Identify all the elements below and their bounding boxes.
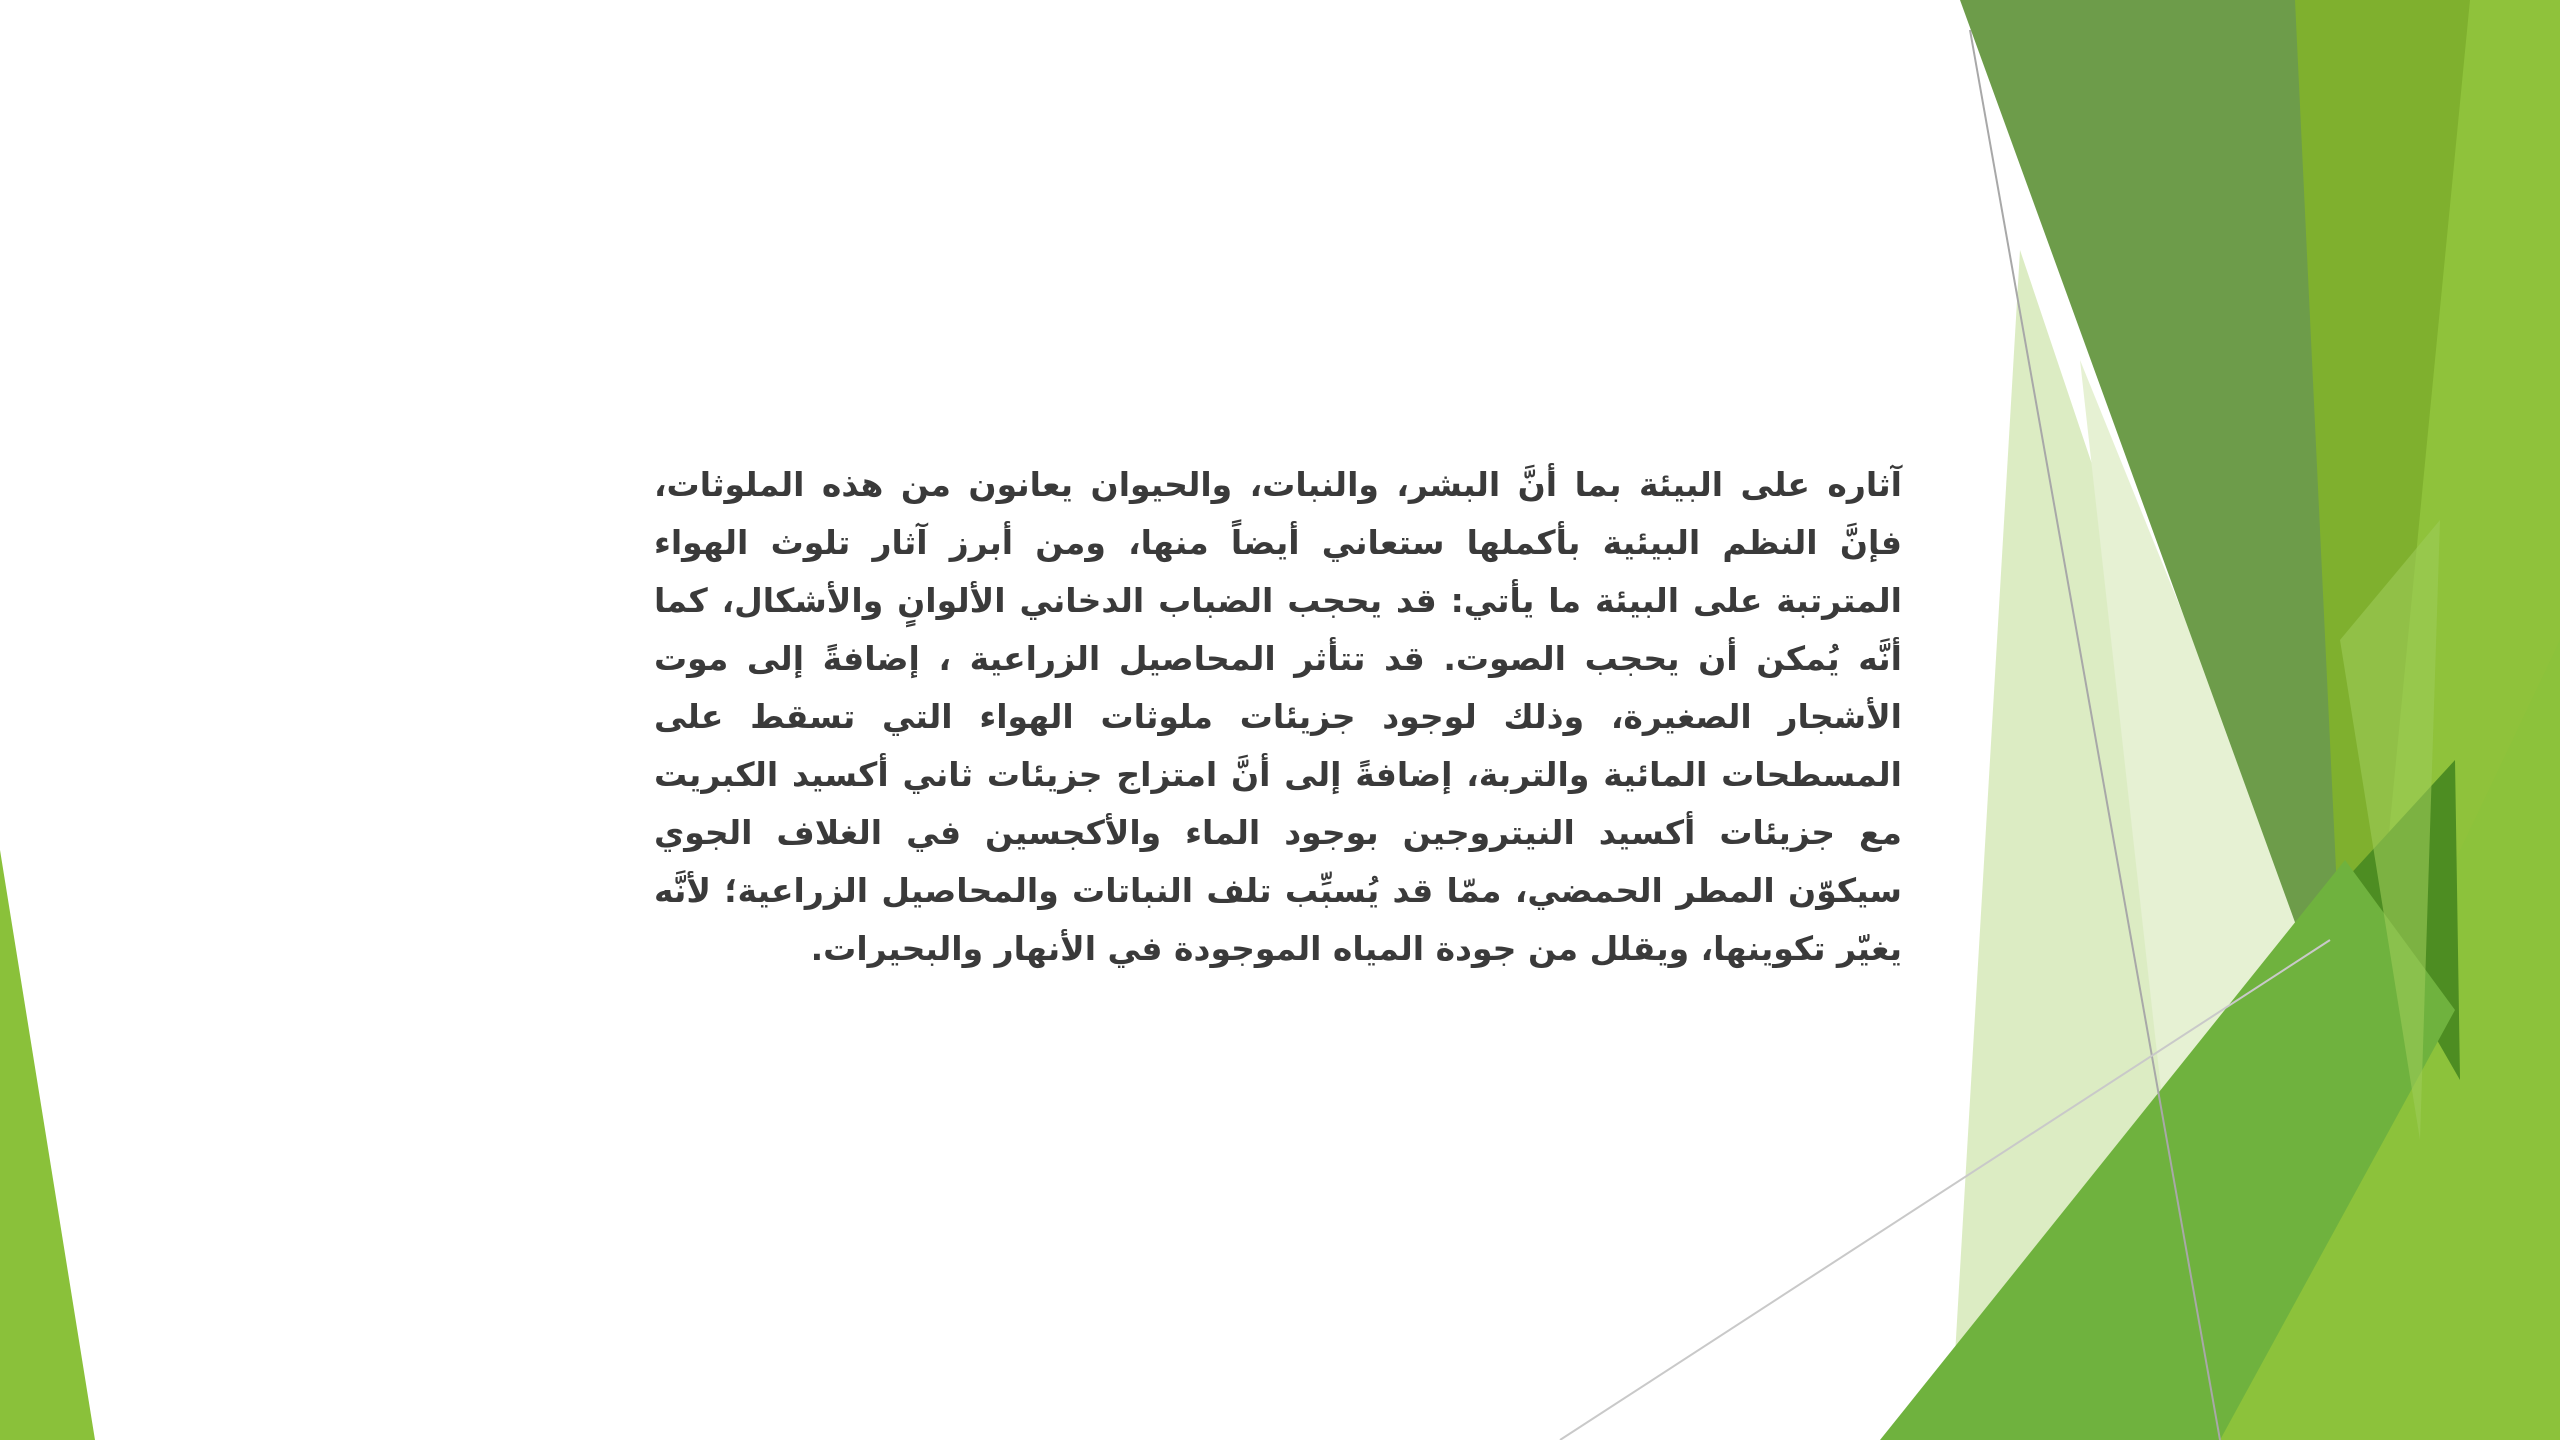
body-paragraph: آثاره على البيئة بما أنَّ البشر، والنبات، والحيوان يعانون من هذه الملوثات، فإنَّ النظم البيئية بأكملها ستعاني أيضاً منها، ومن أبرز آثار تلوث الهواء المترتبة على البيئة ما يأتي: قد يحجب الضباب الدخاني الألوانٍ والأشكال، كما أنَّه يُمكن أن يحجب الصوت. قد تتأثر المحاصيل الزراعية ، إضافةً إلى موت الأشجار الصغيرة، وذلك لوجود جزيئات ملوثات الهواء التي تسقط على المسطحات المائية والتربة، إضافةً إلى أنَّ امتزاج جزيئات ثاني أكسيد الكبريت مع جزيئات أكسيد النيتروجين بوجود الماء والأكجسين في الغلاف الجوي سيكوّن المطر الحمضي، ممّا قد يُسبِّب تلف النباتات والمحاصيل الزراعية؛ لأنَّه يغيّر تكوينها، ويقلل من جودة المياه الموجودة في الأنهار والبحيرات. [654, 465, 1902, 968]
left-green-sliver [0, 850, 95, 1440]
